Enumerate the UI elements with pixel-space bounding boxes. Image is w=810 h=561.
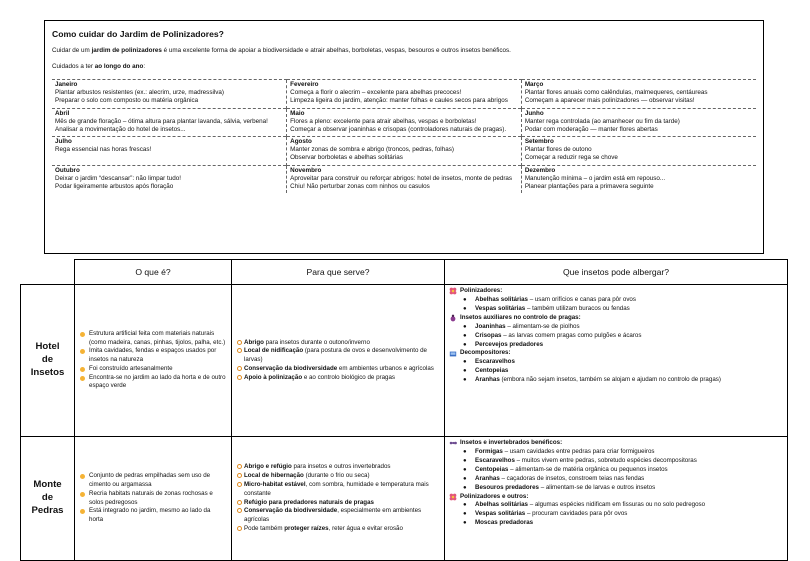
item-text: Foi construído artesanalmente (89, 364, 173, 372)
insect-name: Percevejos predadores (475, 340, 544, 348)
item-strong: Apoio à polinização (244, 373, 303, 381)
table-header-row (21, 260, 788, 285)
insect-item (449, 466, 783, 475)
month-cell (287, 137, 522, 166)
insect-item (449, 367, 783, 376)
item-text (244, 499, 374, 508)
ring-bullet-icon (237, 500, 242, 505)
ant-icon (449, 439, 457, 447)
insect-text (475, 367, 508, 376)
bullet-icon: ● (463, 332, 467, 339)
ring-bullet-icon (237, 473, 242, 478)
month-task: Limpeza ligeira do jardim, atenção: manter folhas e caules secos para abrigos (290, 97, 508, 105)
header-what: O que é? (75, 260, 232, 285)
ring-bullet-icon (237, 526, 242, 531)
item-text (244, 463, 391, 472)
month-name: Novembro (290, 166, 322, 174)
list-item (237, 507, 439, 525)
item-strong: Conservação da biodiversidade (244, 364, 338, 372)
insect-desc: – procuram cavidades para pôr ovos (525, 510, 628, 518)
insect-category (449, 439, 783, 448)
month-task: Começar a reduzir rega se chove (524, 154, 618, 162)
insect-item (449, 323, 783, 332)
month-task: Analisar a movimentação do hotel de insetos... (55, 125, 186, 133)
item-rest: , reter água e evitar erosão (328, 524, 403, 532)
insect-text (475, 323, 580, 332)
insect-name: Abelhas solitárias (475, 295, 528, 303)
insect-text (475, 466, 668, 475)
insect-item (449, 376, 783, 385)
item-text (244, 374, 395, 383)
month-task: Chiu! Não perturbar zonas com ninhos ou casulos (290, 182, 430, 190)
month-task: Planear plantações para a primavera seguinte (524, 182, 654, 190)
bullet-icon: ● (463, 484, 467, 491)
insect-item (449, 305, 783, 314)
month-name: Agosto (290, 138, 312, 146)
month-name: Maio (290, 109, 305, 117)
insect-category (449, 349, 783, 358)
list-item (237, 481, 439, 499)
hotel-purpose-cell (232, 285, 445, 437)
item-strong: Local de nidificação (244, 347, 304, 355)
insect-name: Escaravelhos (475, 456, 515, 464)
bullet-icon: ● (463, 323, 467, 330)
list-item (237, 472, 439, 481)
item-strong: proteger raízes (284, 524, 329, 532)
stones-what-cell (75, 437, 232, 561)
header-insects: Que insetos pode albergar? (445, 260, 788, 285)
item-strong: Abrigo e refúgio (244, 463, 292, 471)
list-item (237, 499, 439, 508)
month-name: Abril (55, 109, 70, 117)
month-cell (52, 80, 287, 109)
insect-item (449, 341, 783, 350)
insect-category (449, 287, 783, 296)
month-task: Começam a aparecer mais polinizadores — observar visitas! (524, 97, 695, 105)
months-grid (52, 79, 756, 193)
insect-name: Joaninhas (475, 322, 506, 330)
insect-name: Crisopas (475, 331, 502, 339)
month-name: Julho (55, 138, 72, 146)
item-strong: Conservação da biodiversidade (244, 507, 338, 515)
item-text (244, 365, 434, 374)
item-text: Encontra-se no jardim ao lado da horta e de outro espaço verde (89, 373, 226, 390)
item-rest: para insetos e outros invertebrados (291, 463, 391, 471)
item-rest: Pode também (244, 524, 285, 532)
insect-text (475, 510, 627, 519)
insect-text (475, 457, 697, 466)
item-rest: , especialmente em ambientes agrícolas (244, 507, 422, 524)
table-row-hotel (21, 285, 788, 437)
insect-name: Abelhas solitárias (475, 501, 528, 509)
category-label: Insetos e invertebrados benéficos: (460, 439, 563, 446)
month-task: Rega essencial nas horas frescas! (55, 146, 152, 154)
insect-text (475, 332, 641, 341)
stones-purpose-cell (232, 437, 445, 561)
ring-bullet-icon (237, 340, 242, 345)
item-text: Recria habitats naturais de zonas rochosas e solos pedregosos (89, 489, 213, 506)
bullet-icon (80, 492, 85, 497)
bullet-icon: ● (463, 377, 467, 384)
ring-bullet-icon (237, 366, 242, 371)
book-icon (449, 350, 457, 358)
table-row-stones (21, 437, 788, 561)
intro-description: Cuidar de um jardim de polinizadores é uma excelente forma de apoiar a biodiversidade e atrair abelhas, borboletas, vespas, besouros e outros insetos benéficos. (52, 47, 511, 54)
item-text (244, 339, 370, 348)
insect-name: Formigas (475, 447, 503, 455)
insect-name: Vespas solitárias (475, 510, 526, 518)
insect-item (449, 332, 783, 341)
month-cell (521, 80, 756, 109)
item-strong: Micro-habitat estável (244, 480, 306, 488)
bug-icon (449, 314, 457, 322)
row-title-hotel: Hotel de Insetos (21, 285, 75, 437)
ring-bullet-icon (237, 508, 242, 513)
list-item (237, 525, 439, 534)
insect-text (475, 376, 721, 385)
insect-desc: – alimentam-se de piolhos (505, 322, 580, 330)
insect-desc: – as larvas comem pragas como pulgões e ácaros (501, 331, 642, 339)
ring-bullet-icon (237, 464, 242, 469)
list-item (237, 463, 439, 472)
month-cell (521, 108, 756, 137)
insect-text (475, 484, 655, 493)
insect-item (449, 448, 783, 457)
item-text (244, 507, 439, 525)
month-task: Começar a observar joaninhas e crisopas (controladores naturais de pragas). (290, 125, 507, 133)
bullet-icon: ● (463, 457, 467, 464)
bullet-icon (80, 474, 85, 479)
month-cell (287, 165, 522, 193)
bullet-icon (80, 367, 85, 372)
habitats-table (20, 259, 788, 561)
month-task: Manter zonas de sombra e abrigo (troncos, pedras, folhas) (290, 146, 454, 154)
flower-icon (449, 493, 457, 501)
insect-text (475, 519, 533, 528)
category-label: Polinizadores e outros: (460, 492, 529, 500)
month-name: Dezembro (524, 166, 556, 174)
item-text: Imita cavidades, fendas e espaços usados por insetos na natureza (89, 347, 217, 364)
month-cell (52, 137, 287, 166)
page-title: Como cuidar do Jardim de Polinizadores? (52, 29, 224, 39)
bullet-icon (80, 509, 85, 514)
month-row (52, 108, 756, 137)
item-rest: para insetos durante o outono/inverno (263, 338, 370, 346)
hotel-what-cell (75, 285, 232, 437)
insect-desc: – alimentam-se de matéria orgânica ou pequenos insetos (508, 465, 668, 473)
list-item (80, 365, 226, 374)
category-label: Decompositores: (460, 349, 511, 357)
ring-bullet-icon (237, 375, 242, 380)
insect-desc: – alimentam-se de larvas e outros insetos (538, 483, 656, 491)
month-row (52, 80, 756, 109)
insect-item (449, 358, 783, 367)
list-item (237, 347, 439, 365)
insect-desc: (embora não sejam insetos, também se alojam e ajudam no controlo de pragas) (499, 376, 721, 384)
month-task: Observar borboletas e abelhas solitárias (290, 154, 403, 162)
bullet-icon: ● (463, 475, 467, 482)
stones-insects-cell (445, 437, 788, 561)
bullet-icon (80, 349, 85, 354)
list-item (80, 374, 226, 392)
bullet-icon: ● (463, 368, 467, 375)
item-text (244, 347, 439, 365)
insect-text (475, 448, 655, 457)
month-task: Começa a florir o alecrim – excelente para abelhas precoces! (290, 89, 462, 97)
month-cell (287, 108, 522, 137)
insect-name: Besouros predadores (475, 483, 539, 491)
month-task: Podar ligeiramente arbustos após floração (55, 182, 174, 190)
bullet-icon (80, 376, 85, 381)
insect-text (475, 358, 515, 367)
month-cell (52, 108, 287, 137)
bullet-icon: ● (463, 448, 467, 455)
ring-bullet-icon (237, 348, 242, 353)
insect-desc: – caçadoras de insetos, constroem teias nas fendas (499, 474, 645, 482)
bullet-icon: ● (463, 305, 467, 312)
month-task: Preparar o solo com composto ou matéria orgânica (55, 97, 199, 105)
item-strong: Abrigo (244, 338, 264, 346)
insect-desc: – algumas espécies nidificam em fissuras ou no solo pedregoso (527, 501, 706, 509)
insect-item (449, 475, 783, 484)
insect-text (475, 305, 630, 314)
bullet-icon: ● (463, 359, 467, 366)
bullet-icon: ● (463, 466, 467, 473)
insect-desc: – usam orifícios e canas para pôr ovos (527, 295, 636, 303)
month-task: Plantar flores de outono (524, 146, 592, 154)
month-name: Junho (524, 109, 544, 117)
bullet-icon: ● (463, 520, 467, 527)
bullet-icon: ● (463, 296, 467, 303)
month-task: Manutenção mínima – o jardim está em repouso... (524, 174, 666, 182)
insect-name: Aranhas (475, 474, 500, 482)
ring-bullet-icon (237, 482, 242, 487)
item-rest: em ambientes urbanos e agrícolas (337, 364, 434, 372)
insect-desc: – muitos vivem entre pedras, sobretudo espécies decompositoras (514, 456, 697, 464)
month-row (52, 137, 756, 166)
intro-box (44, 20, 764, 254)
month-task: Aproveitar para construir ou reforçar abrigos: hotel de insetos, monte de pedras (290, 174, 513, 182)
insect-desc: – usam cavidades entre pedras para criar formigueiros (502, 447, 655, 455)
insect-name: Centopeias (475, 465, 509, 473)
item-rest: (durante o frio ou seca) (303, 472, 370, 480)
month-task: Manter rega controlada (ao amanhecer ou fim da tarde) (524, 117, 680, 125)
month-task: Plantar arbustos resistentes (ex.: alecrim, urze, madressilva) (55, 89, 225, 97)
insect-item (449, 510, 783, 519)
bullet-icon: ● (463, 341, 467, 348)
item-text: Conjunto de pedras empilhadas sem uso de cimento ou argamassa (89, 472, 211, 488)
insect-text (475, 296, 636, 305)
insect-item (449, 519, 783, 528)
insect-name: Aranhas (475, 376, 500, 384)
list-item (80, 490, 226, 508)
month-name: Setembro (524, 138, 554, 146)
item-text: Está integrado no jardim, mesmo ao lado da horta (89, 507, 211, 524)
category-label: Polinizadores: (460, 287, 503, 294)
bullet-icon: ● (463, 511, 467, 518)
month-task: Deixar o jardim “descansar”: não limpar tudo! (55, 174, 181, 182)
month-name: Março (524, 81, 544, 88)
month-cell (521, 165, 756, 193)
month-name: Outubro (55, 166, 80, 174)
header-purpose: Para que serve? (232, 260, 445, 285)
item-rest: , com sombra, humidade e temperatura mais constante (244, 480, 429, 497)
insect-text (475, 341, 543, 350)
insect-text (475, 501, 705, 510)
insect-text (475, 475, 644, 484)
month-row (52, 165, 756, 193)
bullet-icon: ● (463, 502, 467, 509)
month-task: Podar com moderação — manter flores abertas (524, 125, 658, 133)
hotel-insects-cell (445, 285, 788, 437)
list-item (237, 365, 439, 374)
care-heading: Cuidados a ter ao longo do ano: (52, 63, 146, 70)
flower-icon (449, 287, 457, 295)
insect-item (449, 296, 783, 305)
insect-name: Centopeias (475, 367, 509, 375)
item-rest: (para postura de ovos e desenvolvimento de larvas) (244, 347, 427, 364)
insect-category (449, 314, 783, 323)
item-rest: e ao controlo biológico de pragas (302, 373, 395, 381)
category-label: Insetos auxiliares no controlo de pragas: (460, 313, 581, 321)
month-cell (521, 137, 756, 166)
insect-item (449, 457, 783, 466)
list-item (80, 330, 226, 348)
insect-name: Vespas solitárias (475, 304, 526, 312)
insect-item (449, 501, 783, 510)
list-item (80, 507, 226, 525)
insect-item (449, 484, 783, 493)
insect-category (449, 493, 783, 502)
month-task: Flores a pleno: excelente para atrair abelhas, vespas e borboletas! (290, 117, 477, 125)
list-item (237, 374, 439, 383)
month-cell (287, 80, 522, 109)
item-strong: Local de hibernação (244, 472, 304, 480)
empty-header (21, 260, 75, 285)
list-item (80, 472, 226, 490)
item-text (244, 481, 439, 499)
insect-name: Moscas predadoras (475, 519, 534, 527)
item-strong: Refúgio para predadores naturais de pragas (244, 498, 374, 506)
bullet-icon (80, 332, 85, 337)
item-text (244, 525, 403, 534)
insect-name: Escaravelhos (475, 358, 515, 366)
item-text (244, 472, 370, 481)
month-cell (52, 165, 287, 193)
item-text: Estrutura artificial feita com materiais naturais (como madeira, canas, pinhas, tijolos, palha, etc.) (89, 329, 226, 346)
list-item (80, 347, 226, 365)
insect-desc: – também utilizam buracos ou fendas (525, 304, 630, 312)
month-name: Fevereiro (290, 81, 319, 88)
row-title-stones: Monte de Pedras (21, 437, 75, 561)
list-item (237, 339, 439, 348)
month-task: Plantar flores anuais como calêndulas, malmequeres, centáureas (524, 89, 708, 97)
month-task: Mês de grande floração – ótima altura para plantar lavanda, sálvia, verbena! (55, 117, 268, 125)
month-name: Janeiro (55, 81, 78, 88)
